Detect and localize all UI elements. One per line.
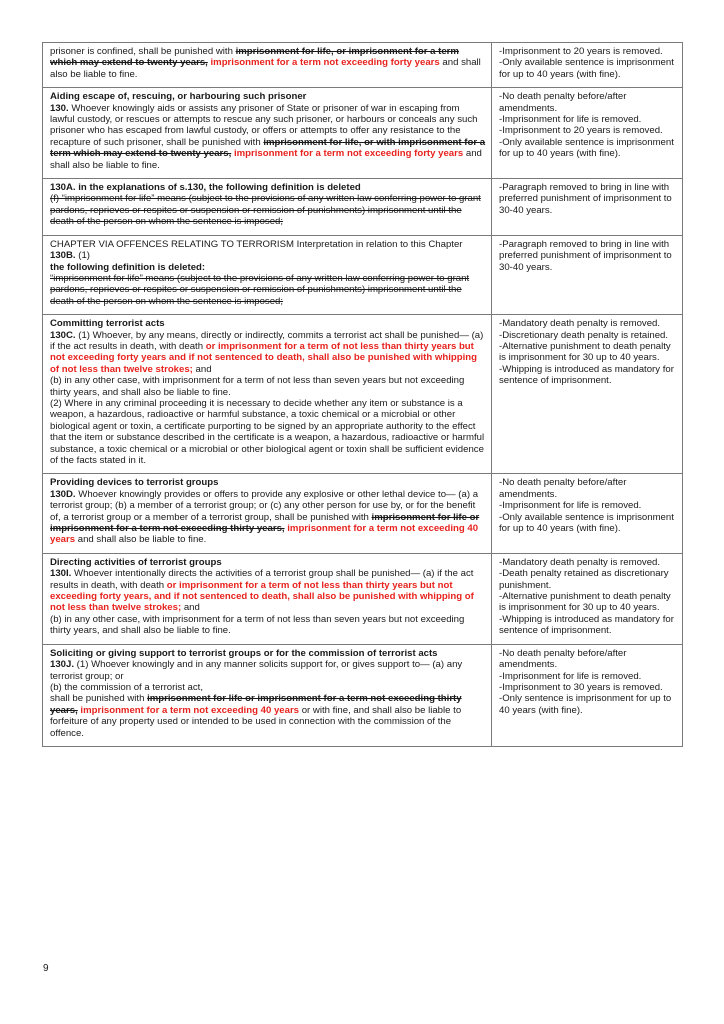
commentary-line: -No death penalty before/after amendments.: [499, 477, 627, 500]
commentary-cell: [492, 315, 683, 474]
text-segment: (1) Whoever, by any means, directly or indirectly, commits a terrorist act shall be punished— (a) if the act results in death, with death: [50, 329, 484, 352]
provision-paragraph: [50, 477, 486, 488]
provision-cell: [43, 179, 492, 236]
provision-paragraph: [50, 262, 486, 273]
inserted-text: imprisonment for a term not exceeding forty years: [210, 57, 440, 69]
heading-text: 130.: [50, 102, 69, 114]
inserted-text: imprisonment for a term not exceeding forty years: [233, 148, 464, 160]
deleted-text: imprisonment for life or imprisonment for a term not exceeding thirty years,: [50, 693, 462, 716]
provision-paragraph: [50, 614, 486, 637]
deleted-text: imprisonment for life, or imprisonment for a term which may extend to twenty years,: [50, 46, 459, 69]
commentary-cell: [492, 43, 683, 88]
commentary-line: -Alternative punishment to death penalty is imprisonment for 30 up to 40 years.: [499, 340, 671, 364]
commentary-line: -Imprisonment for life is removed.: [499, 114, 642, 126]
text-segment: (2) Where in any criminal proceeding it is necessary to decide whether any item or substance is a weapon, a hazardous, radioactive or harmful substance, a toxic chemical or a microbial or other biological agent or toxin, a certificate purporting to be signed by an appropriate authority to the effect that the item or substance described in the certificate is a weapon, a hazardous, radioactive or harmful substance, a toxic chemical or a microbial or other biological agent or toxin shall be sufficient evidence of the facts stated in it.: [50, 397, 485, 466]
commentary-line: -Death penalty retained as discretionary punishment.: [499, 568, 669, 591]
provision-paragraph: [50, 239, 486, 250]
heading-text: Directing activities of terrorist groups: [50, 556, 222, 568]
provision-paragraph: [50, 659, 486, 682]
inserted-text: or imprisonment for a term of not less than thirty years but not exceeding forty years and if not sentenced to death, shall also be punished with whipping of not less than twelve strokes;: [50, 340, 477, 375]
provision-paragraph: [50, 46, 486, 80]
table-row: [43, 553, 683, 644]
provision-paragraph: [50, 693, 486, 739]
commentary-cell: [492, 179, 683, 236]
text-segment: (1): [75, 250, 90, 262]
commentary-line: -Imprisonment for life is removed.: [499, 670, 642, 682]
heading-text: 130C.: [50, 329, 76, 341]
provision-cell: [43, 88, 492, 179]
commentary-line: -Whipping is introduced as mandatory for sentence of imprisonment.: [499, 613, 674, 637]
table-row: [43, 43, 683, 88]
commentary-line: -Imprisonment to 30 years is removed.: [499, 681, 663, 693]
commentary-line: -Mandatory death penalty is removed.: [499, 556, 661, 568]
text-segment: shall be punished with: [50, 693, 148, 705]
commentary-line: -Imprisonment to 20 years is removed.: [499, 46, 663, 57]
text-segment: and shall also be liable to fine.: [50, 57, 481, 80]
table-row: [43, 179, 683, 236]
commentary-line: -Imprisonment for life is removed.: [499, 500, 642, 512]
commentary-line: -Whipping is introduced as mandatory for sentence of imprisonment.: [499, 363, 674, 387]
commentary-cell: [492, 474, 683, 553]
text-segment: and: [181, 602, 200, 614]
commentary-line: -Only available sentence is imprisonment for up to 40 years (with fine).: [499, 511, 674, 535]
commentary-line: -Imprisonment to 20 years is removed.: [499, 125, 663, 137]
heading-text: the following definition is deleted:: [50, 261, 206, 273]
commentary-line: -Paragraph removed to bring in line with preferred punishment of imprisonment to 30-40 years.: [499, 238, 672, 273]
text-segment: Whoever knowingly aids or assists any prisoner of State or prisoner of war in escaping from lawful custody, or rescues or attempts to rescue any such prisoner, or harbours or conceals any such prisoner who has escaped from lawful custody, or offers or attempts to offer any resistance to the recapture of such prisoner, shall be punished with: [50, 102, 478, 148]
table-row: [43, 235, 683, 314]
text-segment: Whoever intentionally directs the activities of a terrorist group shall be punished— (a) if the act results in death, with death: [50, 568, 474, 591]
text-segment: (1) Whoever knowingly and in any manner solicits support for, or gives support to— (a) any terrorist group; or: [50, 659, 463, 682]
inserted-text: imprisonment for a term not exceeding 40 years: [50, 523, 479, 546]
provision-paragraph: [50, 375, 486, 398]
table-row: [43, 88, 683, 179]
provision-paragraph: [50, 557, 486, 568]
inserted-text: or imprisonment for a term of not less than thirty years but not exceeding forty years, and if not sentenced to death, shall also be punished with whipping of not less than twelve strokes;: [50, 579, 474, 614]
table-row: [43, 315, 683, 474]
deleted-text: imprisonment for life, or with imprisonment for a term which may extend to twenty years,: [50, 136, 486, 160]
heading-text: 130J.: [50, 659, 75, 671]
commentary-line: -Alternative punishment to death penalty is imprisonment for 30 up to 40 years.: [499, 591, 671, 614]
heading-text: Providing devices to terrorist groups: [50, 477, 219, 489]
page-number: 9: [43, 963, 49, 974]
text-segment: (b) in any other case, with imprisonment for a term of not less than seven years but not exceeding thirty years, and shall also be liable to fine.: [50, 375, 465, 398]
provision-paragraph: [50, 568, 486, 614]
text-segment: (b) the commission of a terrorist act,: [50, 681, 204, 693]
commentary-line: -No death penalty before/after amendments.: [499, 647, 627, 671]
heading-text: Committing terrorist acts: [50, 318, 165, 330]
provision-cell: [43, 43, 492, 88]
text-segment: or with fine, and shall also be liable to forfeiture of any property used or intended to be used in connection with the commission of the offence.: [50, 704, 462, 739]
commentary-cell: [492, 235, 683, 314]
provision-paragraph: [50, 682, 486, 693]
amendments-table-body: [43, 43, 683, 747]
provision-paragraph: [50, 330, 486, 376]
deleted-text: (f) “imprisonment for life” means (subject to the provisions of any written law conferring power to grant pardons, reprieves or respites or suspension or remission of punishments) imprisonment until the death of the person on whom the sentence is imposed;: [50, 193, 481, 228]
provision-paragraph: [50, 182, 486, 193]
provision-paragraph: [50, 91, 486, 102]
provision-cell: [43, 235, 492, 314]
text-segment: and shall also be liable to fine.: [75, 534, 207, 546]
provision-paragraph: [50, 489, 486, 546]
provision-paragraph: [50, 103, 486, 171]
heading-text: Aiding escape of, rescuing, or harbouring such prisoner: [50, 91, 307, 103]
commentary-line: -Only sentence is imprisonment for up to 40 years (with fine).: [499, 693, 672, 716]
provision-paragraph: [50, 273, 486, 307]
heading-text: 130B.: [50, 250, 76, 262]
heading-text: 130I.: [50, 568, 72, 580]
text-segment: CHAPTER VIA OFFENCES RELATING TO TERRORISM Interpretation in relation to this Chapter: [50, 238, 463, 250]
commentary-line: -No death penalty before/after amendments.: [499, 91, 627, 114]
provision-paragraph: [50, 648, 486, 659]
text-segment: and: [192, 363, 212, 375]
heading-text: 130D.: [50, 488, 76, 500]
commentary-cell: [492, 553, 683, 644]
amendments-table: [42, 42, 683, 747]
provision-cell: [43, 553, 492, 644]
commentary-cell: [492, 644, 683, 746]
provision-cell: [43, 315, 492, 474]
deleted-text: imprisonment for life or imprisonment for a term not exceeding thirty years,: [50, 511, 480, 535]
provision-cell: [43, 644, 492, 746]
commentary-line: -Mandatory death penalty is removed.: [499, 318, 661, 330]
commentary-line: -Only available sentence is imprisonment for up to 40 years (with fine).: [499, 136, 674, 160]
provision-paragraph: [50, 250, 486, 261]
text-segment: (b) in any other case, with imprisonment for a term of not less than seven years but not exceeding thirty years, and shall also be liable to fine.: [50, 613, 465, 637]
text-segment: and shall also be liable to fine.: [50, 148, 482, 171]
deleted-text: “imprisonment for life” means (subject to the provisions of any written law conferring power to grant pardons, reprieves or respites or suspension or remission of punishments) imprisonment until the death of the person on whom the sentence is imposed;: [50, 272, 470, 307]
commentary-line: -Only available sentence is imprisonment for up to 40 years (with fine).: [499, 57, 674, 80]
heading-text: Soliciting or giving support to terrorist groups or for the commission of terrorist acts: [50, 647, 438, 659]
commentary-line: -Paragraph removed to bring in line with preferred punishment of imprisonment to 30-40 years.: [499, 182, 672, 216]
commentary-cell: [492, 88, 683, 179]
commentary-line: -Discretionary death penalty is retained.: [499, 329, 669, 341]
heading-text: 130A. in the explanations of s.130, the following definition is deleted: [50, 182, 361, 194]
inserted-text: imprisonment for a term not exceeding 40 years: [80, 704, 300, 716]
text-segment: Whoever knowingly provides or offers to provide any explosive or other lethal device to— (a) a terrorist group; (b) a member of a terrorist group; or (c) any other person for use by, or for the benefit of, a terrorist group or a member of a terrorist group, shall be punished with: [50, 488, 479, 523]
text-segment: prisoner is confined, shall be punished with: [50, 46, 236, 57]
provision-paragraph: [50, 318, 486, 329]
provision-paragraph: [50, 193, 486, 227]
provision-paragraph: [50, 398, 486, 466]
table-row: [43, 644, 683, 746]
provision-cell: [43, 474, 492, 553]
table-row: [43, 474, 683, 553]
